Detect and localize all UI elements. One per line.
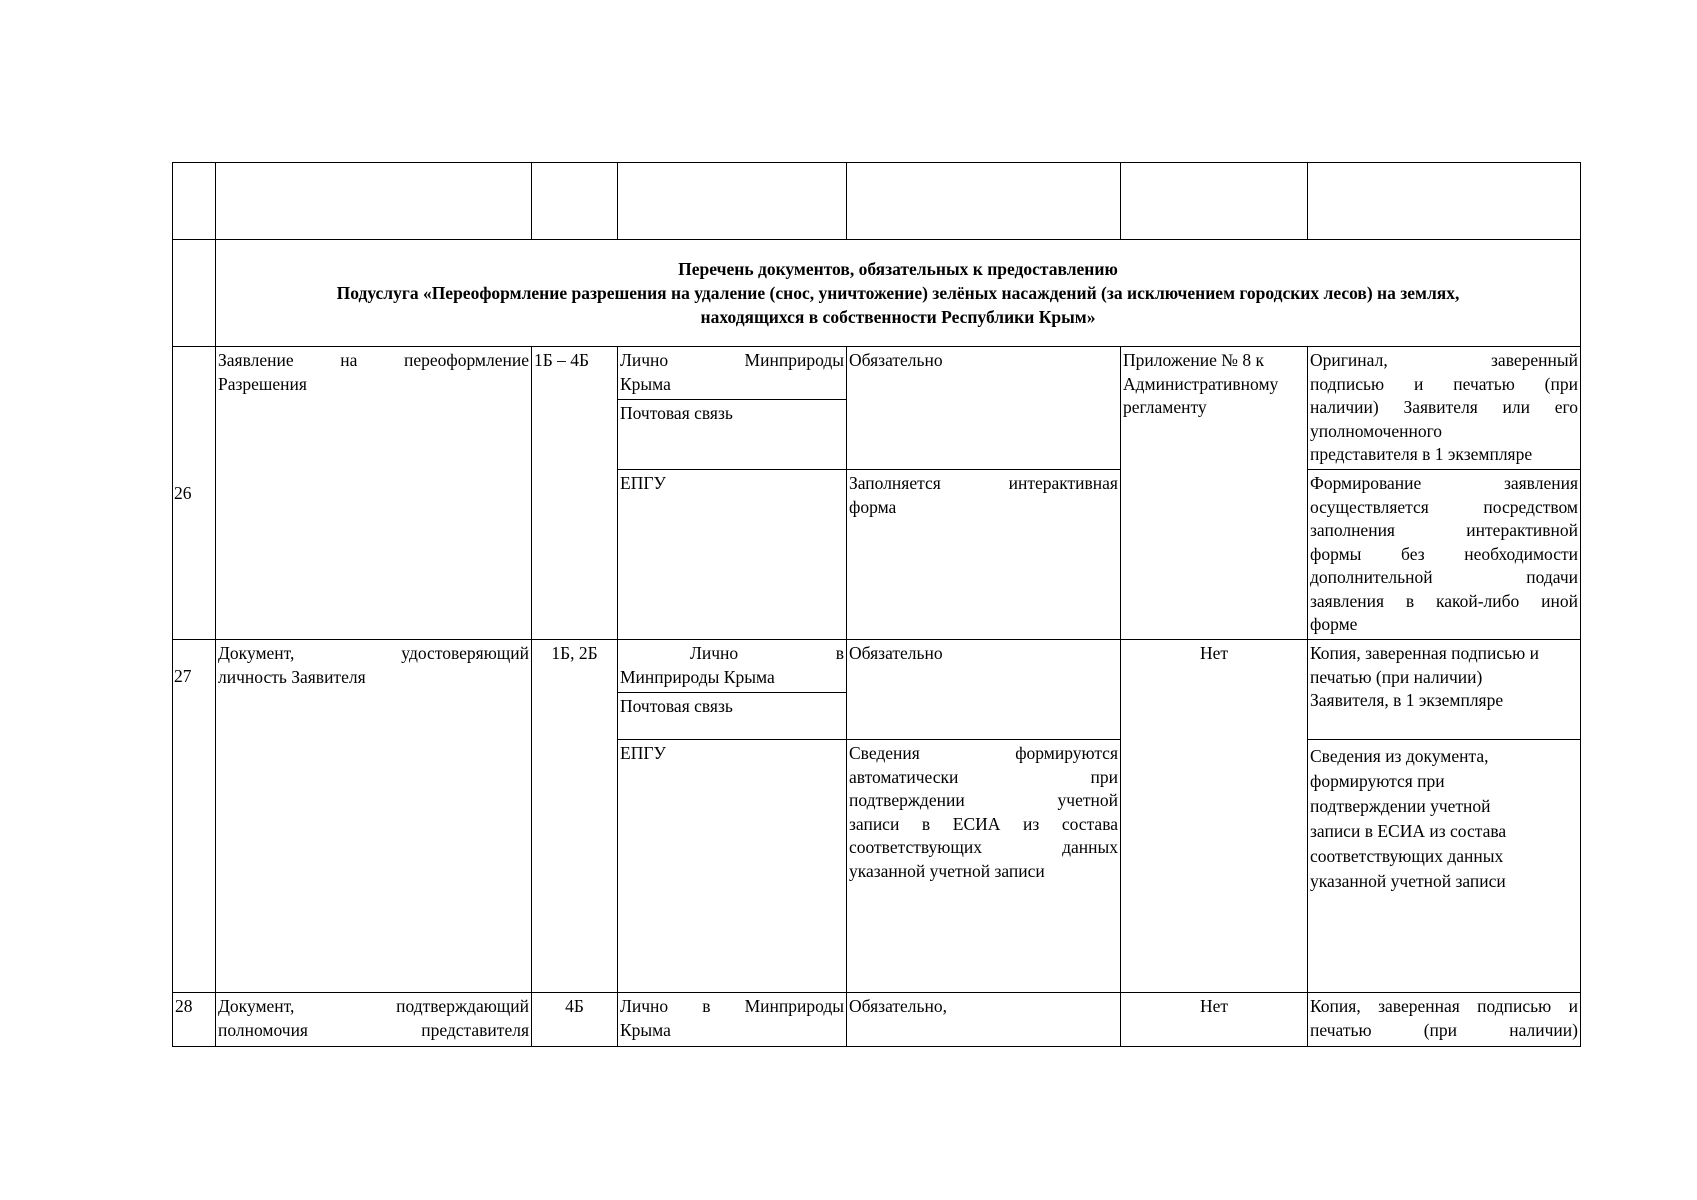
note-line: печатью (при наличии) bbox=[1310, 666, 1483, 687]
note-line: дополнительной подачи bbox=[1310, 567, 1578, 587]
channel-in-person bbox=[618, 347, 847, 400]
submission-note-epgu bbox=[1308, 740, 1581, 993]
section-title: Перечень документов, обязательных к предоставлению bbox=[678, 259, 1118, 279]
empty-cell bbox=[1121, 163, 1308, 240]
empty-cell bbox=[173, 163, 216, 240]
channel-epgu: ЕПГУ bbox=[618, 470, 847, 640]
note-line: соответствующих данных bbox=[1310, 846, 1504, 866]
document-name bbox=[216, 640, 532, 993]
table-row-27 bbox=[173, 640, 1581, 693]
note-line: форме bbox=[1310, 614, 1358, 634]
form-reference: Нет bbox=[1121, 993, 1308, 1047]
requirement-line: автоматически при bbox=[849, 766, 1118, 787]
requirement-line: соответствующих данных bbox=[849, 837, 1118, 857]
empty-cell bbox=[1308, 163, 1581, 240]
channel-line: Лично Минприроды bbox=[620, 350, 844, 370]
document-name-line: Заявление на переоформление bbox=[218, 350, 529, 370]
note-line: подтверждении учетной bbox=[1310, 796, 1491, 816]
requirement-line: Заполняется интерактивная bbox=[849, 473, 1118, 493]
requirement-line: подтверждении учетной bbox=[849, 790, 1118, 810]
section-heading bbox=[216, 240, 1581, 347]
documents-table bbox=[172, 162, 1581, 1047]
empty-cell bbox=[532, 163, 618, 240]
submission-note bbox=[1308, 993, 1581, 1047]
note-line: Заявителя, в 1 экземпляре bbox=[1310, 690, 1504, 710]
form-line: Административному bbox=[1123, 373, 1279, 394]
document-name-line: личность Заявителя bbox=[218, 666, 366, 687]
requirement-epgu bbox=[847, 740, 1121, 993]
note-line: печатью (при наличии) bbox=[1310, 1019, 1578, 1040]
channel-post: Почтовая связь bbox=[618, 693, 847, 740]
applicant-categories: 1Б, 2Б bbox=[532, 640, 618, 993]
empty-cell bbox=[173, 240, 216, 347]
submission-note bbox=[1308, 347, 1581, 470]
row-number: 27 bbox=[173, 640, 216, 993]
note-line: Оригинал, заверенный bbox=[1310, 350, 1578, 370]
document-name-line: Документ, подтверждающий bbox=[218, 996, 529, 1016]
note-line: Формирование заявления bbox=[1310, 473, 1578, 493]
channel-in-person bbox=[618, 640, 847, 693]
document-name bbox=[216, 347, 532, 640]
submission-note-epgu bbox=[1308, 470, 1581, 640]
channel-line: Лично в Минприроды bbox=[620, 996, 844, 1016]
requirement-line: Сведения формируются bbox=[849, 743, 1118, 763]
channel-post: Почтовая связь bbox=[618, 400, 847, 470]
channel-in-person bbox=[618, 993, 847, 1047]
channel-line: Лично в bbox=[690, 643, 844, 663]
submission-note bbox=[1308, 640, 1581, 740]
applicant-categories: 1Б – 4Б bbox=[532, 347, 618, 640]
empty-header-row bbox=[173, 163, 1581, 240]
note-line: Сведения из документа, bbox=[1310, 746, 1489, 766]
row-number: 26 bbox=[173, 347, 216, 640]
note-line: уполномоченного bbox=[1310, 420, 1443, 441]
note-line: Копия, заверенная подписью и bbox=[1310, 643, 1539, 663]
form-line: регламенту bbox=[1123, 397, 1207, 417]
applicant-categories: 4Б bbox=[532, 993, 618, 1047]
note-line: указанной учетной записи bbox=[1310, 871, 1506, 891]
document-name-line: полномочия представителя bbox=[218, 1019, 529, 1040]
section-heading-row bbox=[173, 240, 1581, 347]
note-line: Копия, заверенная подписью и bbox=[1310, 996, 1578, 1016]
note-line: заявления в какой-либо иной bbox=[1310, 590, 1578, 611]
requirement-line: указанной учетной записи bbox=[849, 860, 1045, 881]
channel-line: Минприроды Крыма bbox=[620, 666, 775, 687]
requirement: Обязательно bbox=[847, 640, 1121, 740]
table-row-28 bbox=[173, 993, 1581, 1047]
empty-cell bbox=[847, 163, 1121, 240]
note-line: наличии) Заявителя или его bbox=[1310, 397, 1578, 417]
row-number: 28 bbox=[173, 993, 216, 1047]
subservice-title-line1: Подуслуга «Переоформление разрешения на удаление (снос, уничтожение) зелёных насаждений (за исключением городских лесов) на землях, bbox=[336, 283, 1460, 303]
note-line: заполнения интерактивной bbox=[1310, 520, 1578, 540]
subservice-title-line2: находящихся в собственности Республики Крым» bbox=[700, 307, 1096, 327]
table-row-26 bbox=[173, 347, 1581, 400]
requirement: Обязательно, bbox=[847, 993, 1121, 1047]
note-line: осуществляется посредством bbox=[1310, 496, 1578, 517]
empty-cell bbox=[618, 163, 847, 240]
channel-line: Крыма bbox=[620, 373, 671, 394]
form-reference bbox=[1121, 347, 1308, 640]
requirement-line: форма bbox=[849, 496, 897, 517]
requirement: Обязательно bbox=[847, 347, 1121, 470]
note-line: подписью и печатью (при bbox=[1310, 373, 1578, 394]
channel-line: Крыма bbox=[620, 1019, 671, 1040]
form-reference: Нет bbox=[1121, 640, 1308, 993]
form-line: Приложение № 8 к bbox=[1123, 350, 1264, 370]
channel-epgu: ЕПГУ bbox=[618, 740, 847, 993]
note-line: формы без необходимости bbox=[1310, 543, 1578, 564]
note-line: записи в ЕСИА из состава bbox=[1310, 821, 1507, 841]
document-name-line: Разрешения bbox=[218, 373, 307, 394]
document-name-line: Документ, удостоверяющий bbox=[218, 643, 529, 663]
note-line: представителя в 1 экземпляре bbox=[1310, 444, 1533, 464]
requirement-line: записи в ЕСИА из состава bbox=[849, 813, 1118, 834]
empty-cell bbox=[216, 163, 532, 240]
requirement-epgu bbox=[847, 470, 1121, 640]
note-line: формируются при bbox=[1310, 771, 1445, 791]
document-name bbox=[216, 993, 532, 1047]
